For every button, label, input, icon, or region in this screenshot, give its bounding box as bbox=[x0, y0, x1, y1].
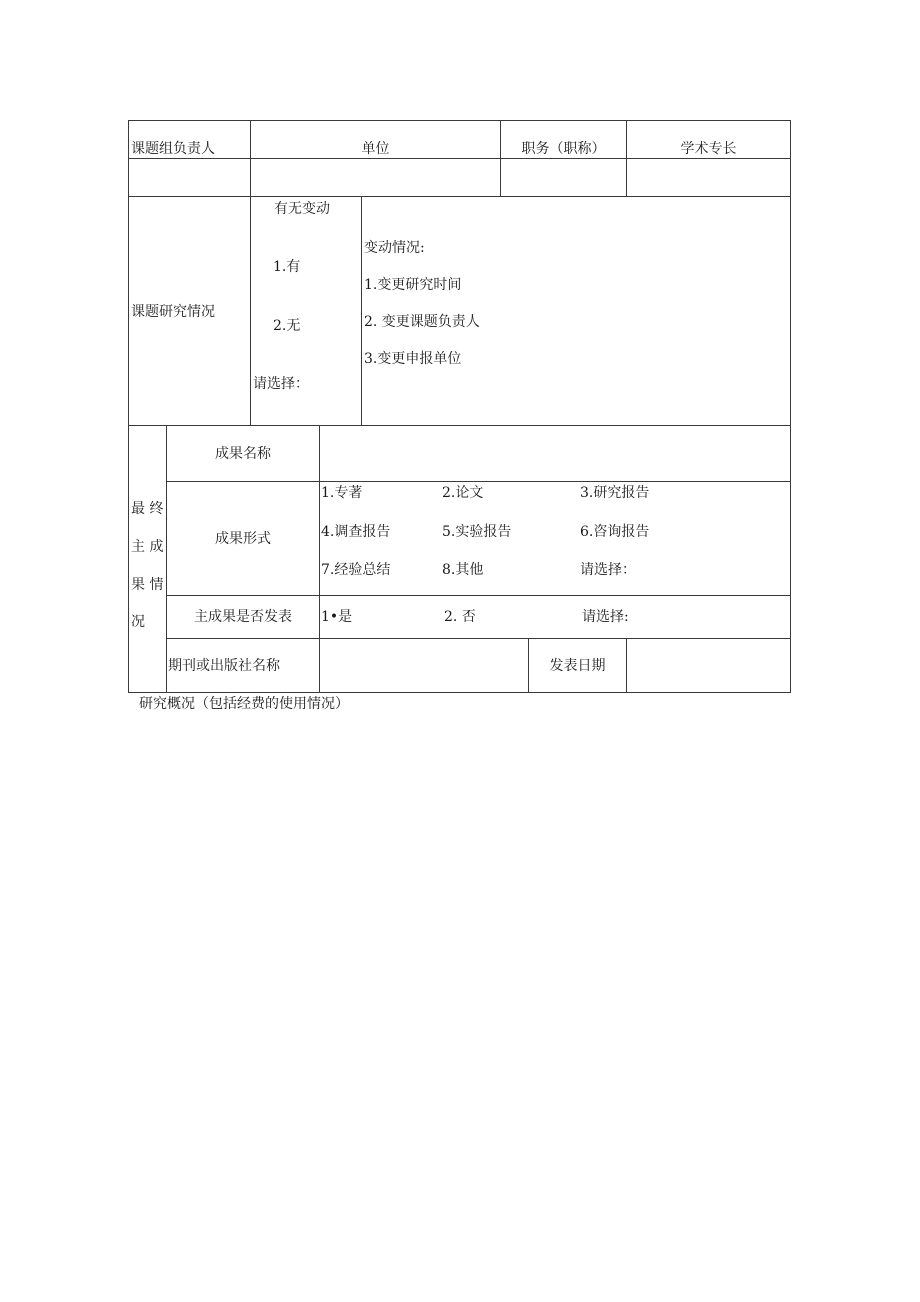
form-select-prompt: 请选择： bbox=[580, 562, 636, 578]
change-item[interactable]: 2. 变更课题负责人 bbox=[364, 314, 480, 330]
final-results-label-line: 果 情 bbox=[131, 577, 164, 593]
table-border-bottom bbox=[128, 692, 791, 693]
final-results-label-line: 最 终 bbox=[131, 501, 164, 517]
select-prompt: 请选择： bbox=[253, 376, 309, 392]
research-status-label: 课题研究情况 bbox=[131, 304, 215, 320]
form-option[interactable]: 1.专著 bbox=[321, 485, 363, 501]
table-rule bbox=[166, 425, 167, 693]
final-results-label-line: 况 bbox=[131, 614, 145, 630]
date-label: 发表日期 bbox=[549, 658, 606, 674]
journal-label: 期刊或出版社名称 bbox=[168, 658, 280, 674]
position-field[interactable] bbox=[501, 159, 626, 196]
position-label: 职务（职称） bbox=[521, 141, 606, 157]
expertise-field[interactable] bbox=[627, 159, 790, 196]
option-no[interactable]: 2.无 bbox=[273, 318, 301, 334]
expertise-label: 学术专长 bbox=[680, 141, 737, 157]
table-rule bbox=[166, 481, 791, 482]
table-rule bbox=[361, 196, 362, 426]
option-yes[interactable]: 1.有 bbox=[273, 259, 301, 275]
form-option[interactable]: 2.论文 bbox=[442, 485, 484, 501]
change-item[interactable]: 1.变更研究时间 bbox=[364, 277, 462, 293]
change-question: 有无变动 bbox=[274, 201, 330, 217]
published-yes-option[interactable]: 1•是 bbox=[321, 609, 353, 625]
table-rule bbox=[166, 595, 791, 596]
published-no-option[interactable]: 2. 否 bbox=[444, 609, 476, 625]
unit-label: 单位 bbox=[361, 141, 390, 157]
change-item[interactable]: 3.变更申报单位 bbox=[364, 351, 462, 367]
published-select-prompt: 请选择: bbox=[582, 609, 629, 625]
form-option[interactable]: 8.其他 bbox=[442, 562, 484, 578]
table-rule bbox=[128, 196, 791, 197]
final-results-label-line: 主 成 bbox=[131, 539, 164, 555]
table-border-left bbox=[128, 120, 129, 693]
result-name-field[interactable] bbox=[320, 426, 790, 481]
published-label: 主成果是否发表 bbox=[194, 609, 292, 625]
table-border-top bbox=[128, 120, 791, 121]
result-form-label: 成果形式 bbox=[215, 531, 271, 547]
journal-field[interactable] bbox=[320, 639, 528, 692]
form-option[interactable]: 3.研究报告 bbox=[580, 485, 650, 501]
unit-field[interactable] bbox=[251, 159, 500, 196]
overview-caption: 研究概况（包括经费的使用情况） bbox=[139, 696, 349, 712]
leader-name-field[interactable] bbox=[129, 159, 250, 196]
result-name-label: 成果名称 bbox=[215, 446, 271, 462]
date-field[interactable] bbox=[627, 639, 790, 692]
form-option[interactable]: 5.实验报告 bbox=[442, 524, 512, 540]
form-option[interactable]: 7.经验总结 bbox=[321, 562, 391, 578]
form-option[interactable]: 6.咨询报告 bbox=[580, 524, 650, 540]
table-border-right bbox=[790, 120, 791, 693]
change-details-label: 变动情况: bbox=[364, 240, 425, 256]
leader-label: 课题组负责人 bbox=[131, 141, 215, 157]
form-option[interactable]: 4.调查报告 bbox=[321, 524, 391, 540]
